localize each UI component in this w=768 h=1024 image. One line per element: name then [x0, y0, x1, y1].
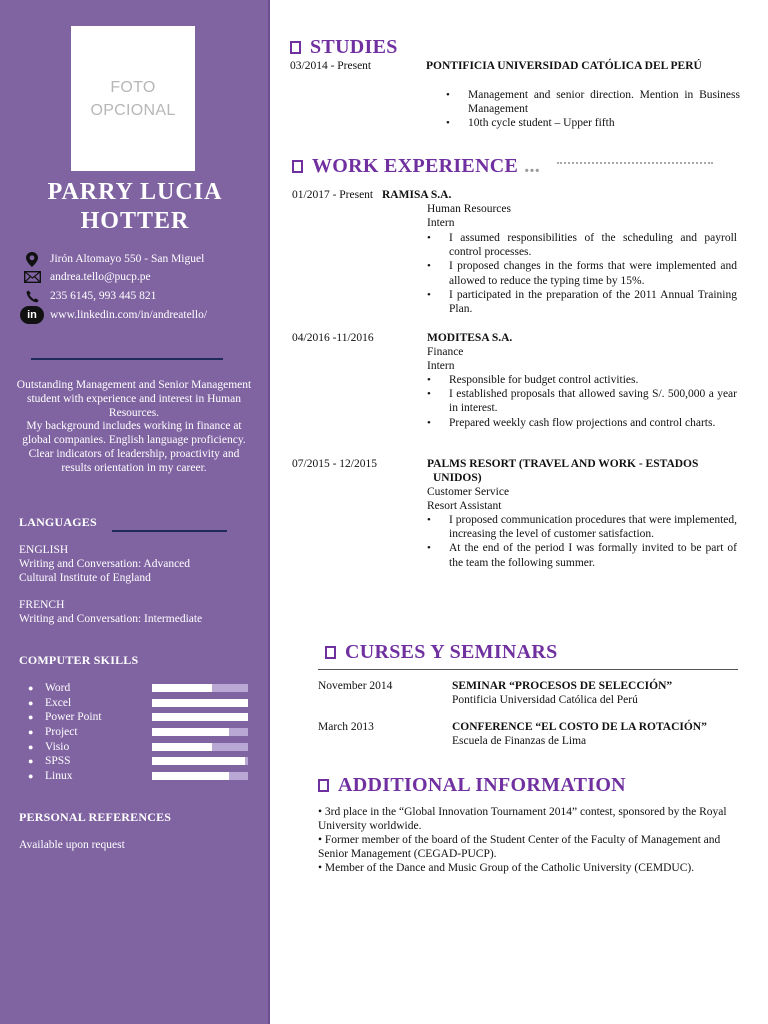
course-date: March 2013: [318, 721, 374, 733]
list-item: • Member of the Dance and Music Group of the Catholic University (CEMDUC).: [318, 862, 695, 874]
job-area: Finance: [427, 346, 464, 358]
language-detail: Writing and Conversation: Intermediate: [19, 613, 203, 625]
job-area: Customer Service: [427, 486, 510, 498]
skill-level-fill: [152, 728, 229, 736]
computer-skills-heading: COMPUTER SKILLS: [19, 653, 139, 667]
photo-placeholder: [71, 26, 195, 171]
skill-level-bar: [152, 699, 248, 707]
skill-name: Linux: [45, 769, 73, 782]
job-role: Resort Assistant: [427, 500, 502, 512]
photo-label-line2: OPCIONAL: [90, 101, 176, 119]
list-item: • I proposed communication procedures that were implemented, increasing the level of customer satisfaction.: [425, 513, 737, 541]
skill-item: [28, 739, 258, 754]
sidebar: [0, 0, 270, 1024]
language-english: [19, 543, 190, 585]
skill-name: Excel: [45, 696, 72, 709]
skill-item: [28, 681, 258, 696]
skill-name: Power Point: [45, 711, 102, 724]
language-french: [19, 598, 202, 626]
bullet-icon: ●: [28, 770, 34, 781]
list-item: • Management and senior direction. Mention in Business Management: [444, 88, 740, 116]
skill-level-bar: [152, 728, 248, 736]
language-detail: Cultural Institute of England: [19, 572, 151, 584]
job-area: Human Resources: [427, 203, 511, 215]
language-name: ENGLISH: [19, 544, 69, 556]
skill-level-fill: [152, 772, 229, 780]
course-name: SEMINAR “PROCESOS DE SELECCIÓN”: [452, 680, 673, 692]
bullet-icon: ●: [28, 683, 34, 694]
course-date: November 2014: [318, 680, 393, 692]
bullet-icon: ●: [28, 697, 34, 708]
candidate-name: [0, 178, 270, 236]
list-item: • I participated in the preparation of the 2011 Annual Training Plan.: [425, 288, 737, 316]
address-text: Jirón Altomayo 550 - San Miguel: [50, 253, 205, 265]
languages-heading: LANGUAGES: [19, 515, 97, 529]
bullet-icon: ●: [28, 741, 34, 752]
skill-item: [28, 769, 258, 784]
studies-bullets: [444, 88, 740, 131]
linkedin-link[interactable]: www.linkedin.com/in/andreatello/: [50, 309, 208, 321]
studies-heading: [290, 36, 398, 59]
job-company: PALMS RESORT (TRAVEL AND WORK - ESTADOS UNIDOS): [427, 458, 699, 484]
sidebar-divider: [31, 358, 223, 360]
phone-text: 235 6145, 993 445 821: [50, 290, 157, 302]
linkedin-icon: [18, 306, 46, 324]
course-name: CONFERENCE “EL COSTO DE LA ROTACIÓN”: [452, 721, 707, 733]
languages-divider: [112, 530, 227, 532]
list-item: • At the end of the period I was formally invited to be part of the team the following summer.: [425, 541, 737, 569]
bullet-icon: ●: [28, 712, 34, 723]
square-bullet-icon: [290, 41, 301, 54]
skills-list: [28, 681, 258, 783]
phone-icon: [18, 290, 46, 303]
job-role: Intern: [427, 360, 455, 372]
additional-title: ADDITIONAL INFORMATION: [338, 774, 626, 796]
skill-level-bar: [152, 713, 248, 721]
linkedin-badge: in: [20, 306, 44, 324]
bullet-icon: ●: [28, 727, 34, 738]
skill-level-bar: [152, 684, 248, 692]
courses-title: CURSES Y SEMINARS: [345, 641, 558, 663]
skill-item: [28, 725, 258, 740]
additional-heading: [318, 774, 626, 797]
skill-item: [28, 696, 258, 711]
language-detail: Writing and Conversation: Advanced: [19, 558, 191, 570]
skill-item: [28, 710, 258, 725]
work-title-suffix: ...: [524, 155, 541, 177]
square-bullet-icon: [325, 646, 336, 659]
job-bullets: [425, 373, 737, 430]
name-line1: PARRY LUCIA: [47, 179, 223, 205]
location-pin-icon: [18, 252, 46, 267]
job-role: Intern: [427, 217, 455, 229]
skill-level-bar: [152, 757, 248, 765]
square-bullet-icon: [292, 160, 303, 173]
courses-rule: [318, 669, 738, 670]
skill-level-fill: [152, 713, 248, 721]
profile-summary: Outstanding Management and Senior Management student with experience and interest in Human Resources. My background includes working in finance at global companies. English language proficiency. Clear indicators of leadership, proactivity and results orientation in my career.: [16, 379, 252, 474]
skill-name: SPSS: [45, 755, 71, 768]
skill-level-bar: [152, 772, 248, 780]
contact-address: [18, 250, 204, 268]
list-item: • Responsible for budget control activities.: [425, 373, 737, 387]
skill-level-bar: [152, 743, 248, 751]
envelope-icon: [18, 271, 46, 283]
job-date: 04/2016 -11/2016: [292, 332, 374, 344]
list-item: • Former member of the board of the Student Center of the Faculty of Management and Senior Management (CEGAD-PUCP).: [318, 834, 721, 860]
studies-institution: PONTIFICIA UNIVERSIDAD CATÓLICA DEL PERÚ: [426, 60, 702, 72]
work-title: WORK EXPERIENCE: [312, 155, 519, 177]
contact-phone: [18, 287, 156, 305]
studies-title: STUDIES: [310, 36, 398, 58]
references-heading: PERSONAL REFERENCES: [19, 810, 172, 824]
name-line2: HOTTER: [80, 208, 190, 234]
job-company: RAMISA S.A.: [382, 189, 452, 201]
course-place: Escuela de Finanzas de Lima: [452, 735, 587, 747]
skill-name: Project: [45, 726, 78, 739]
list-item: • Prepared weekly cash flow projections and control charts.: [425, 416, 737, 430]
studies-date: 03/2014 - Present: [290, 60, 372, 72]
contact-email: [18, 268, 151, 286]
skill-level-fill: [152, 757, 245, 765]
job-bullets: [425, 513, 737, 570]
main-content: [270, 0, 768, 1024]
courses-heading: [325, 641, 558, 664]
skill-level-fill: [152, 743, 212, 751]
skill-name: Visio: [45, 740, 70, 753]
skill-level-fill: [152, 684, 212, 692]
photo-label-line1: FOTO: [110, 78, 156, 96]
job-date: 01/2017 - Present: [292, 189, 374, 201]
list-item: • I established proposals that allowed saving S/. 500,000 a year in interest.: [425, 387, 737, 415]
contact-linkedin: [18, 306, 207, 324]
bullet-icon: ●: [28, 756, 34, 767]
skill-item: [28, 754, 258, 769]
square-bullet-icon: [318, 779, 329, 792]
skill-level-fill: [152, 699, 248, 707]
work-heading: [292, 155, 540, 178]
list-item: • I proposed changes in the forms that were implemented and allowed to reduce the typing time by 15%.: [425, 259, 737, 287]
skill-name: Word: [45, 682, 71, 695]
list-item: • 3rd place in the “Global Innovation Tournament 2014” contest, sponsored by the Royal University worldwide.: [318, 806, 727, 832]
list-item: • 10th cycle student – Upper fifth: [444, 116, 740, 130]
email-link[interactable]: andrea.tello@pucp.pe: [50, 271, 151, 283]
job-company: MODITESA S.A.: [427, 332, 513, 344]
list-item: • I assumed responsibilities of the scheduling and payroll control processes.: [425, 231, 737, 259]
job-date: 07/2015 - 12/2015: [292, 458, 377, 470]
job-bullets: [425, 231, 737, 316]
additional-list: [318, 805, 741, 875]
course-place: Pontificia Universidad Católica del Perú: [452, 694, 638, 706]
language-name: FRENCH: [19, 599, 65, 611]
references-text: Available upon request: [19, 839, 125, 851]
dotted-rule: [557, 162, 713, 164]
